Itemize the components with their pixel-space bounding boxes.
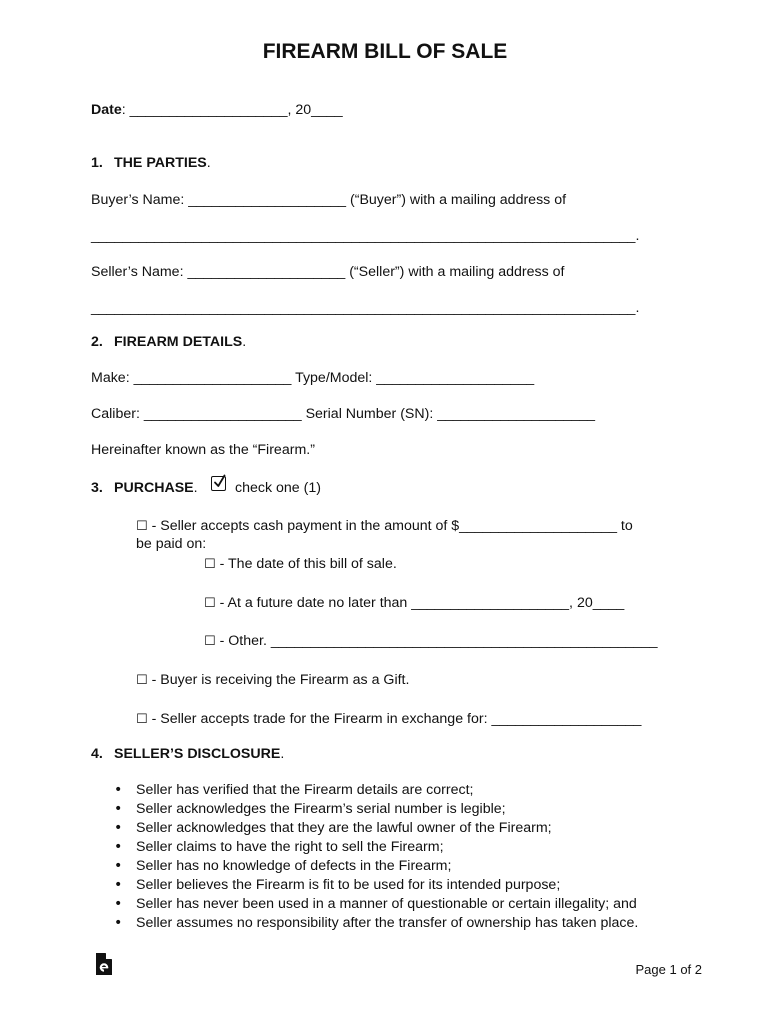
section-firearm-details-heading: 2. FIREARM DETAILS.: [91, 334, 247, 350]
sub-option-future-date-label: - At a future date no later than ____________________, 20____: [215, 595, 625, 611]
document-title: FIREARM BILL OF SALE: [262, 40, 508, 63]
section-disclosure-heading: 4. SELLER’S DISCLOSURE.: [91, 746, 285, 762]
checkbox-icon[interactable]: ☐: [204, 634, 216, 649]
hereinafter-text: Hereinafter known as the “Firearm.”: [91, 442, 315, 458]
checkmark-icon: [211, 476, 226, 491]
checkbox-icon[interactable]: ☐: [136, 673, 148, 688]
section-number: 3.: [91, 480, 103, 496]
seller-name-line: Seller’s Name: ____________________ (“Seller”) with a mailing address of: [91, 264, 565, 280]
buyer-name-line: Buyer’s Name: ____________________ (“Buyer”) with a mailing address of: [91, 192, 567, 208]
caliber-serial-line: Caliber: ____________________ Serial Number (SN): ____________________: [91, 406, 596, 422]
sub-option-future-date[interactable]: [204, 594, 624, 613]
list-item: • Seller acknowledges that they are the lawful owner of the Firearm;: [112, 819, 638, 838]
disclosure-list: [112, 781, 638, 933]
list-item: • Seller believes the Firearm is fit to be used for its intended purpose;: [112, 876, 638, 895]
make-model-line: Make: ____________________ Type/Model: ____________________: [91, 370, 535, 386]
checkbox-icon[interactable]: ☐: [204, 596, 216, 611]
logo-glyph: [95, 952, 113, 976]
seller-address-line: _____________________________________________________________________.: [91, 300, 640, 316]
option-cash-payment[interactable]: [136, 517, 633, 536]
section-title: THE PARTIES: [114, 155, 207, 171]
section-number: 2.: [91, 334, 103, 350]
option-trade-label: - Seller accepts trade for the Firearm in exchange for: ___________________: [147, 711, 642, 727]
section-number: 1.: [91, 155, 103, 171]
checkmark-glyph: [212, 474, 228, 490]
list-item: • Seller assumes no responsibility after the transfer of ownership has taken place.: [112, 914, 638, 933]
section-title: FIREARM DETAILS: [114, 334, 243, 350]
list-item: • Seller has never been used in a manner of questionable or certain illegality; and: [112, 895, 638, 914]
buyer-address-line: _____________________________________________________________________.: [91, 228, 640, 244]
date-label: Date: [91, 102, 122, 118]
checkbox-icon[interactable]: ☐: [136, 519, 148, 534]
date-field: : ____________________, 20____: [121, 102, 343, 118]
page-number: Page 1 of 2: [635, 962, 702, 977]
checkbox-icon[interactable]: ☐: [204, 557, 216, 572]
section-title: PURCHASE: [114, 480, 194, 496]
section-number: 4.: [91, 746, 103, 762]
list-item: • Seller acknowledges the Firearm’s serial number is legible;: [112, 800, 638, 819]
checkbox-icon[interactable]: ☐: [136, 712, 148, 727]
sub-option-other[interactable]: [204, 632, 657, 651]
section-parties-heading: 1. THE PARTIES.: [91, 155, 211, 171]
option-cash-continuation: be paid on:: [136, 536, 207, 552]
sub-option-bill-date[interactable]: [204, 555, 397, 574]
list-item: • Seller has no knowledge of defects in the Firearm;: [112, 857, 638, 876]
check-one-text: check one (1): [235, 480, 321, 496]
date-line: [91, 101, 343, 119]
option-trade[interactable]: [136, 710, 641, 729]
option-gift-label: - Buyer is receiving the Firearm as a Gift.: [147, 672, 410, 688]
sub-option-bill-date-label: - The date of this bill of sale.: [215, 556, 397, 572]
list-item: • Seller claims to have the right to sell the Firearm;: [112, 838, 638, 857]
sub-option-other-label: - Other. _________________________________________________: [215, 633, 658, 649]
option-cash-label: - Seller accepts cash payment in the amount of $____________________ to: [147, 518, 633, 534]
section-title: SELLER’S DISCLOSURE: [114, 746, 281, 762]
option-gift[interactable]: [136, 671, 409, 690]
section-purchase-heading: 3. PURCHASE.: [91, 480, 198, 496]
eforms-logo-icon: [95, 952, 113, 976]
list-item: • Seller has verified that the Firearm details are correct;: [112, 781, 638, 800]
